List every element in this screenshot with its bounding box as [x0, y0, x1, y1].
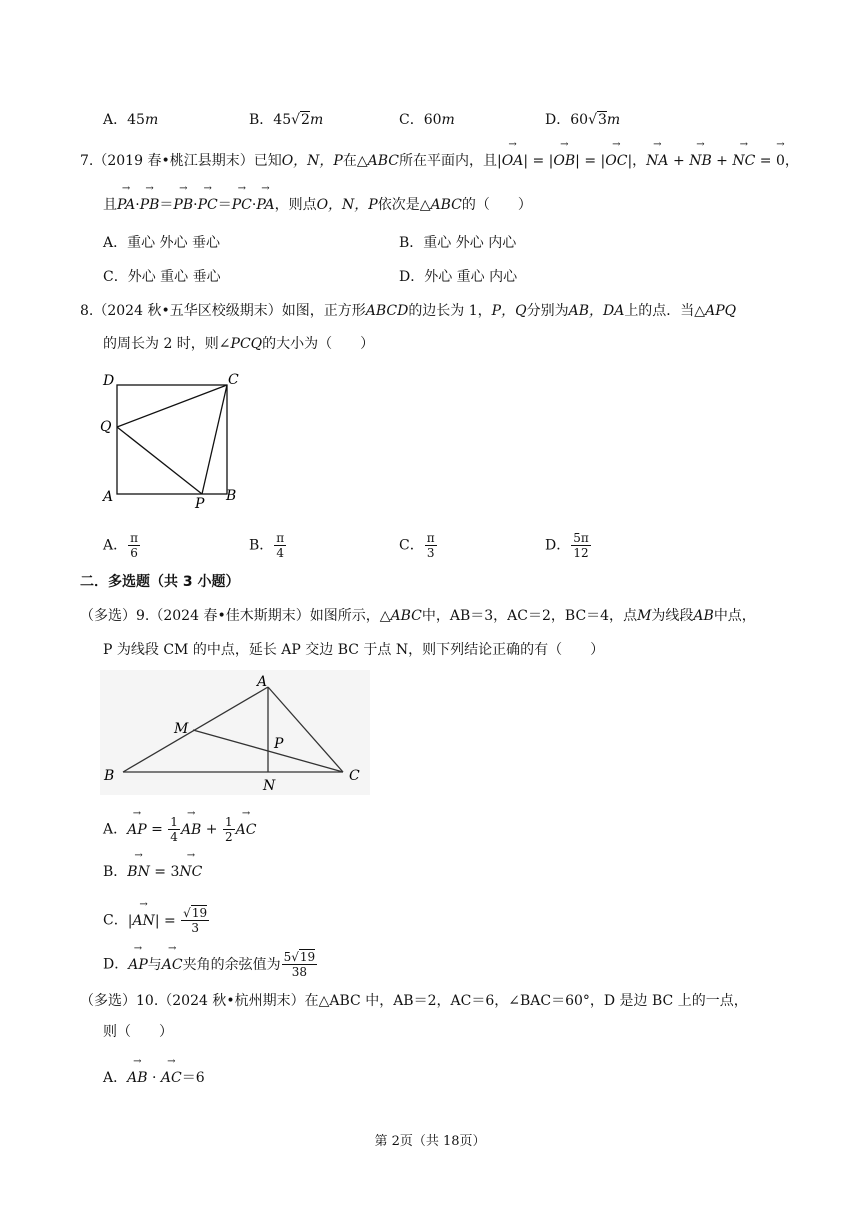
page-footer: 第 2页（共 18页） — [374, 1134, 486, 1149]
label-p: P — [195, 496, 205, 512]
q9-stem-line1: （多选）9.（2024 春•佳木斯期末）如图所示，△ABC中，AB＝3，AC＝2，BC＝4，点M为线段AB中点， — [80, 608, 756, 624]
label-a: A — [257, 674, 268, 690]
q7-stem-line2: 且→ PA·→ PB＝→ PB·→ PC＝→ PC·→ PA，则点O，N，P依次是△ABC的（ ） — [103, 195, 532, 215]
q7-option-c[interactable]: C．外心 重心 垂心 — [103, 269, 221, 285]
q9-triangle-figure — [100, 670, 370, 795]
label-c: C — [349, 768, 360, 784]
label-b: B — [226, 488, 237, 504]
q8-stem-line1: 8.（2024 秋•五华区校级期末）如图，正方形ABCD的边长为 1，P，Q分别为AB，DA上的点．当△APQ — [80, 303, 737, 319]
q9-stem-line2: P 为线段 CM 的中点，延长 AP 交边 BC 于点 N，则下列结论正确的有（ ） — [103, 642, 605, 658]
label-c: C — [228, 372, 239, 388]
label-d: D — [103, 373, 115, 389]
q10-stem-line2: 则（ ） — [103, 1024, 173, 1040]
label-b: B — [104, 768, 115, 784]
q7-stem-line1: 7.（2019 春•桃江县期末）已知O，N，P在△ABC所在平面内，且|→ OA| = |→ OB| = |→ OC|，→ NA + → NB + → NC = → 0， — [80, 151, 799, 171]
segment-qp — [117, 427, 202, 494]
q6-option-b[interactable]: B．45√2m — [249, 112, 324, 128]
label-p: P — [274, 736, 284, 752]
q10-option-a[interactable]: A．→ AB · → AC＝6 — [103, 1068, 205, 1088]
q8-option-b[interactable]: B． $\frac{\pi}{4}$ — [249, 531, 285, 560]
q8-option-a[interactable]: A． $\frac{\pi}{6}$ — [103, 531, 139, 560]
q7-option-a[interactable]: A．重心 外心 垂心 — [103, 235, 221, 251]
q8-option-d[interactable]: D． $\frac{5\pi}{12}$ — [545, 531, 589, 560]
q6-option-c[interactable]: C．60m — [399, 112, 455, 128]
q8-option-c[interactable]: C． $\frac{\pi}{3}$ — [399, 531, 435, 560]
label-n: N — [263, 778, 276, 794]
q7-option-d[interactable]: D．外心 重心 内心 — [399, 269, 518, 285]
segment-qc — [117, 385, 227, 427]
section-title-multiple-choice: 二．多选题（共 3 小题） — [80, 574, 240, 590]
label-a: A — [103, 489, 114, 505]
label-q: Q — [100, 419, 112, 435]
q10-stem-line1: （多选）10.（2024 秋•杭州期末）在△ABC 中，AB＝2，AC＝6，∠BAC＝60°，D 是边 BC 上的一点， — [80, 993, 748, 1009]
figure-background — [100, 670, 370, 795]
q6-option-a[interactable]: A．45m — [103, 112, 159, 128]
q9-option-b[interactable]: B．→ BN = 3→ NC — [103, 862, 202, 882]
q7-option-b[interactable]: B．重心 外心 内心 — [399, 235, 517, 251]
q9-option-c[interactable]: C．|→ AN| = $\frac{√19}{3}$ — [103, 906, 210, 935]
q8-stem-line2: 的周长为 2 时，则∠PCQ的大小为（ ） — [103, 336, 375, 352]
q8-square-figure — [95, 368, 255, 513]
q9-option-d[interactable]: D．→ AP与→ AC夹角的余弦值为 $\frac{5√19}{38}$ — [103, 950, 318, 979]
q9-option-a[interactable]: A．→ AP = $\frac{1}{4}$ → AB + $\frac{1}{2}$ → AC — [103, 815, 256, 844]
q6-option-d[interactable]: D．60√3m — [545, 112, 621, 128]
segment-pc — [202, 385, 227, 494]
label-m: M — [174, 721, 189, 737]
